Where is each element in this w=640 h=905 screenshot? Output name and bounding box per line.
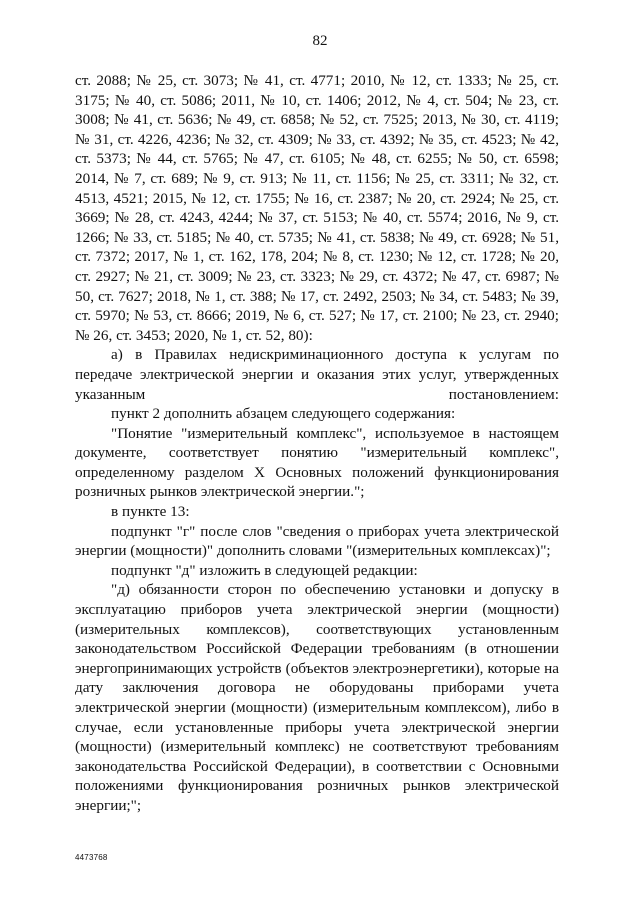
subpoint-g-amendment: подпункт "г" после слов "сведения о приборах учета электрической энергии (мощности)" дополнить словами "(измерительных комплексах)"; bbox=[75, 522, 559, 560]
subparagraph-a: а) в Правилах недискриминационного доступа к услугам по передаче электрической энергии и оказания этих услуг, утвержденных указанным постановлением: bbox=[75, 346, 559, 403]
subpoint-d-amendment: подпункт "д" изложить в следующей редакции: bbox=[111, 561, 418, 579]
subpoint-d-new-text: "д) обязанности сторон по обеспечению установки и допуску в эксплуатацию приборов учета электрической энергии (мощности) (измерительных комплексов), соответствующих установленным законодательством Российской Федерации требованиям (в отношении энергопринимающих устройств (объектов электроэнергетики), которые на дату заключения договора не оборудованы приборами учета электрической энергии (мощности) (измерительным комплексом), либо в случае, если установленные приборы учета электрической энергии (мощности) (измерительный комплекс) не соответствуют требованиям законодательства Российской Федерации), в соответствии с Основными положениями функционирования розничных рынков электрической энергии;"; bbox=[75, 581, 559, 814]
measuring-complex-definition: "Понятие "измерительный комплекс", используемое в настоящем документе, соответствует понятию "измерительный комплекс", определенному разделом X Основных положений функционирования розничных рынков электрической энергии."; bbox=[75, 424, 559, 501]
point-13-heading: в пункте 13: bbox=[111, 503, 190, 521]
document-body bbox=[75, 71, 559, 816]
point-2-amendment: пункт 2 дополнить абзацем следующего содержания: bbox=[111, 405, 456, 423]
page-number: 82 bbox=[312, 33, 328, 49]
document-code: 4473768 bbox=[75, 853, 108, 862]
legal-citations-paragraph: ст. 2088; № 25, ст. 3073; № 41, ст. 4771; 2010, № 12, ст. 1333; № 25, ст. 3175; № 40, ст. 5086; 2011, № 10, ст. 1406; 2012, № 4, ст. 504; № 23, ст. 3008; № 41, ст. 5636; № 49, ст. 6858; № 52, ст. 7525; 2013, № 30, ст. 4119; № 31, ст. 4226, 4236; № 32, ст. 4309; № 33, ст. 4392; № 35, ст. 4523; № 42, ст. 5373; № 44, ст. 5765; № 47, ст. 6105; № 48, ст. 6255; № 50, ст. 6598; 2014, № 7, ст. 689; № 9, ст. 913; № 11, ст. 1156; № 25, ст. 3311; № 32, ст. 4513, 4521; 2015, № 12, ст. 1755; № 16, ст. 2387; № 20, ст. 2924; № 25, ст. 3669; № 28, ст. 4243, 4244; № 37, ст. 5153; № 40, ст. 5574; 2016, № 9, ст. 1266; № 33, ст. 5185; № 40, ст. 5735; № 41, ст. 5838; № 49, ст. 6928; № 51, ст. 7372; 2017, № 1, ст. 162, 178, 204; № 8, ст. 1230; № 12, ст. 1728; № 20, ст. 2927; № 21, ст. 3009; № 23, ст. 3323; № 29, ст. 4372; № 47, ст. 6987; № 50, ст. 7627; 2018, № 1, ст. 388; № 17, ст. 2492, 2503; № 34, ст. 5483; № 39, ст. 5970; № 53, ст. 8666; 2019, № 6, ст. 527; № 17, ст. 2100; № 23, ст. 2940; № 26, ст. 3453; 2020, № 1, ст. 52, 80): bbox=[75, 72, 559, 344]
